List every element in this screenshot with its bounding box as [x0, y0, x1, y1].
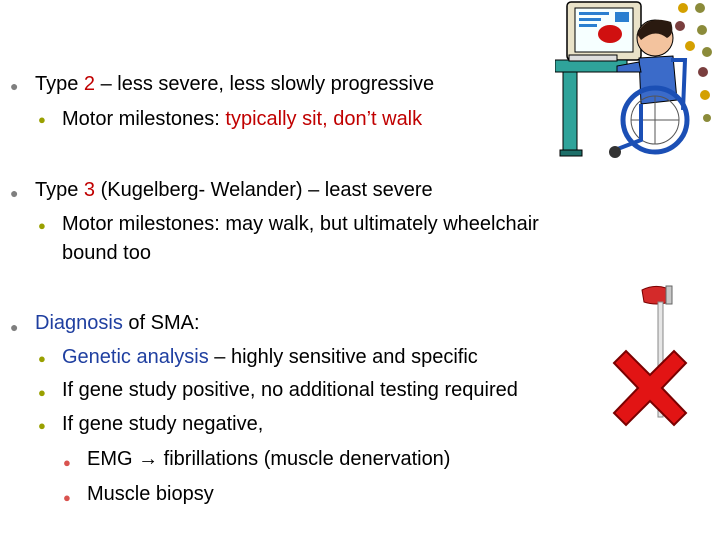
milestones-value: typically sit, don’t walk: [225, 108, 423, 130]
bullet: ●: [10, 319, 19, 335]
wheelchair-computer-clipart-icon: [555, 0, 720, 165]
gene-positive: If gene study positive, no additional testing required: [62, 379, 518, 401]
diagnosis-rest: of SMA:: [122, 312, 200, 334]
bullet: ●: [63, 490, 71, 505]
type3-milestones-line1: Motor milestones: may walk, but ultimately wheelchair: [62, 213, 539, 235]
bullet: ●: [38, 218, 46, 233]
emg-line: [87, 446, 450, 472]
bullet: ●: [38, 112, 46, 127]
bullet: ●: [38, 418, 46, 433]
bullet: ●: [63, 455, 71, 470]
genetic-rest: – highly sensitive and specific: [208, 346, 478, 368]
genetic-label: Genetic analysis: [62, 346, 209, 368]
arrow-icon: →: [138, 448, 159, 470]
bullet: ●: [38, 385, 46, 400]
type2-heading: [35, 71, 434, 97]
muscle-biopsy: Muscle biopsy: [87, 483, 214, 505]
gene-negative: If gene study negative,: [62, 413, 264, 435]
bullet: ●: [10, 78, 19, 94]
type2-milestones: [62, 106, 422, 132]
milestones-label: Motor milestones:: [62, 108, 226, 130]
bullet: ●: [10, 185, 19, 201]
type3-milestones-line2: bound too: [62, 242, 151, 264]
diagnosis-heading: [35, 310, 200, 336]
bullet: ●: [38, 351, 46, 366]
type3-heading: [35, 177, 433, 203]
emg-rest: fibrillations (muscle denervation): [158, 448, 451, 470]
type3-desc: (Kugelberg- Welander) – least severe: [95, 179, 433, 201]
emg-label: EMG: [87, 448, 139, 470]
genetic-analysis: [62, 344, 478, 370]
type2-number: 2: [83, 73, 96, 95]
red-x-icon: [610, 347, 690, 429]
type3-prefix: Type: [35, 179, 84, 201]
diagnosis-label: Diagnosis: [35, 312, 123, 334]
type3-number: 3: [83, 179, 96, 201]
type2-prefix: Type: [35, 73, 84, 95]
type2-desc: – less severe, less slowly progressive: [95, 73, 435, 95]
